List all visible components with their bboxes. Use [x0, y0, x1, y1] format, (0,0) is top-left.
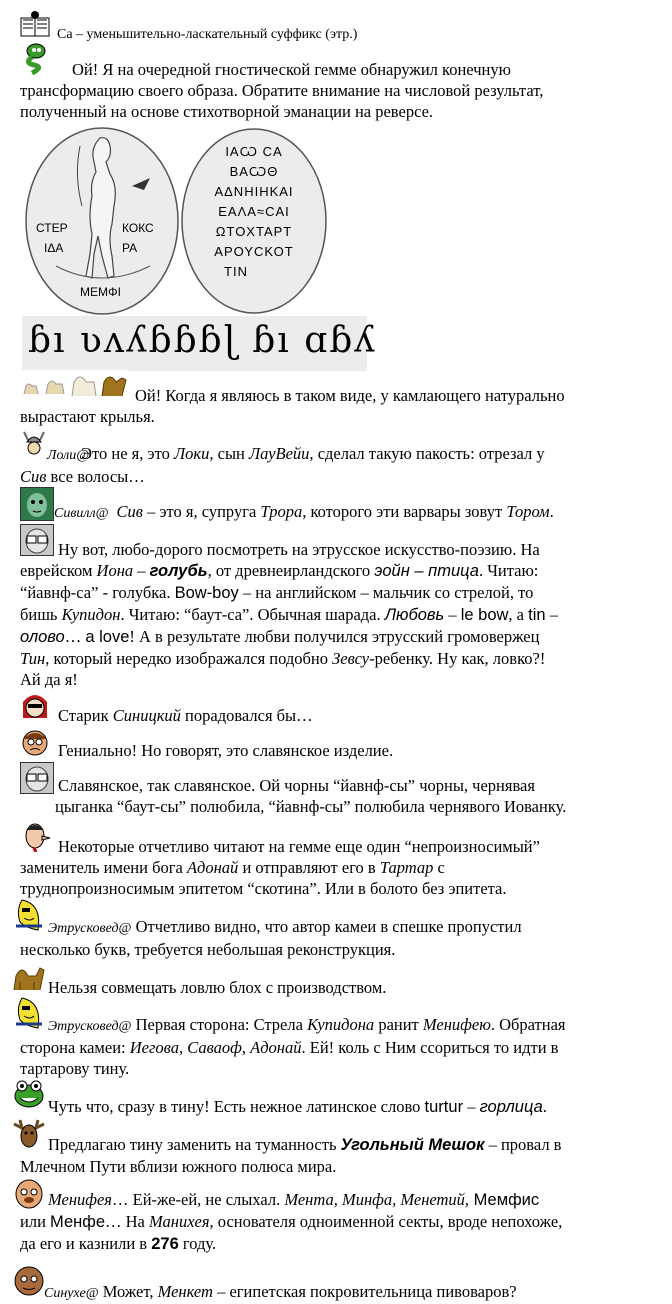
gem-obverse-line2: ΙΔΑ [44, 241, 64, 255]
entry-6: Гениально! Но говорят, это славянское изделие. [58, 741, 394, 760]
entry-9: Этрусковед@ Отчетливо видно, что автор камеи в спешке пропустил несколько букв, требуется небольшая реконструкция. [20, 917, 522, 959]
entry-1 [20, 385, 672, 427]
gem-obverse-line2b: ΡΑ [122, 241, 138, 255]
gem-reverse-line-0: ΙΑѠ СΑ [225, 144, 283, 159]
gem-reverse-line-2: ΑΔΝΗΙΗΚΑΙ [214, 184, 294, 199]
entry-2-signature: Лоли@ [47, 448, 90, 463]
script-strip-text: ɓı ʋʌʎɓɓɓɭ ɓı ɑɓʎ [28, 320, 377, 361]
entry-12: Чуть что, сразу в тину! Есть нежное латинское слово turtur – горлица. [48, 1097, 547, 1116]
gem-drawing [22, 126, 327, 316]
entry-3: Сивилл@ Сив – это я, супруга Трора, которого эти варвары зовут Тором. [20, 501, 672, 524]
entry-0-line-2: полученный на основе стихотворной эманации на реверсе. [20, 102, 434, 121]
entry-0 [20, 59, 672, 122]
entry-1-line-1: вырастают крылья. [20, 407, 155, 426]
entry-15-signature: Синухе@ [44, 1286, 99, 1301]
gem-obverse-bottom: ΜΕΜΦΙ [80, 285, 121, 299]
header-line [57, 24, 672, 45]
gem-reverse-line-6: ΤΙΝ [224, 264, 248, 279]
entry-15: Синухе@ Может, Менкет – египетская покровительница пивоваров? [20, 1281, 672, 1304]
entry-3-signature: Сивилл@ [54, 506, 109, 521]
entry-10: Нельзя совмещать ловлю блох с производством. [48, 978, 387, 997]
gem-obverse-line1: СТЕР [36, 221, 68, 235]
entry-13: Предлагаю тину заменить на туманность Угольный Мешок – провал в Млечном Пути вблизи южного полюса мира. [20, 1135, 562, 1176]
entry-11: Этрусковед@ Первая сторона: Стрела Купидона ранит Менифею. Обратная сторона камеи: Иегова, Саваоф, Адонай. Ей! коль с Ним ссориться то идти в тартарову тину. [20, 1015, 566, 1078]
entry-0-line-0: Ой! Я на очередной гностической гемме обнаружил конечную [72, 60, 511, 79]
entry-2: Лоли@ Это не я, это Локи, сын ЛауВейи, сделал такую пакость: отрезал у Сив все волосы… [20, 444, 545, 486]
entry-9-signature: Этрусковед@ [48, 921, 132, 936]
entry-4: Ну вот, любо-дорого посмотреть на этрусское искусство-поэзию. На еврейском Иона – голубь, от древнеирландского эойн – птица. Читаю: “йавнф-са” - голубка. Bow-boy – на английском – мальчик со стрелой, то бишь Купидон. Читаю: “баут-са”. Обычная шарада. Любовь – le bow, а tin – олово… a love! А в результате любви получился этрусский громовержец Тин, который нередко изображался подобно Зевсу-ребенку. Ну как, ловко?! Ай да я! [20, 540, 558, 689]
entry-1-line-0: Ой! Когда я являюсь в таком виде, у камлающего натурально [135, 386, 565, 405]
header-text: Са – уменьшительно-ласкательный суффикс (этр.) [57, 27, 358, 42]
gem-reverse-line-4: ΩΤΟΧΤΑΡΤ [215, 224, 293, 239]
gem-reverse-line-5: ΑΡΟΥСΚΟΤ [214, 244, 294, 259]
entry-4-line-0: Ну вот, любо-дорого посмотреть на этрусское искусство-поэзию. На [58, 540, 540, 559]
gem-obverse-line1b: КОКС [122, 221, 154, 235]
entry-8: Некоторые отчетливо читают на гемме еще один “непроизносимый” заменитель имени бога Адонай и отправляют его в Тартар с труднопроизносимым эпитетом “скотина”. Или в болото без эпитета. [20, 837, 540, 898]
entry-5: Старик Синицкий порадовался бы… [58, 706, 313, 725]
gem-reverse-line-1: ΒΑѠΘ [229, 164, 279, 179]
script-strip [22, 316, 377, 371]
entry-14: Менифея… Ей-же-ей, не слыхал. Мента, Минфа, Менетий, Мемфис или Менфе… На Манихея, основателя одноименной секты, вроде непохоже, да его и казнили в 276 году. [20, 1190, 563, 1253]
entry-11-signature: Этрусковед@ [48, 1019, 132, 1034]
book-icon [20, 10, 50, 38]
entry-7: Славянское, так славянское. Ой чорны “йавнф-сы” чорны, чернявая цыганка “баут-сы” полюбила, “йавнф-сы” полюбила чернявого Иованку. [55, 776, 567, 816]
entry-0-line-1: трансформацию своего образа. Обратите внимание на числовой результат, [20, 81, 544, 100]
gem-reverse-line-3: ΕΑΛΑ≈СΑΙ [218, 204, 290, 219]
